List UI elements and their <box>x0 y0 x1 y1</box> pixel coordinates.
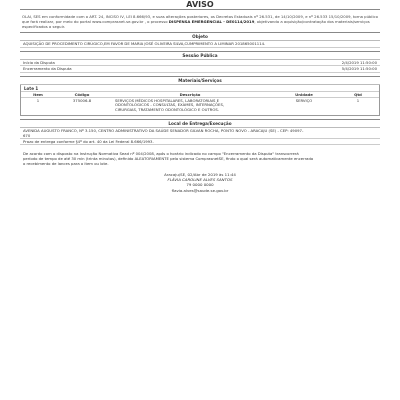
intro-paragraph <box>22 14 378 29</box>
entrega-heading: Local de Entrega/Execução <box>20 119 380 128</box>
signature-email: flavia.alves@saude.se.gov.br <box>171 187 229 193</box>
cell-item: 1 <box>36 97 40 103</box>
cell-descricao <box>115 99 265 113</box>
table-row <box>21 98 379 115</box>
sessao-value: 5/4/2019 11:50:00 <box>341 66 377 72</box>
document-page <box>20 0 380 193</box>
cell-codigo: 375006-8 <box>72 97 92 103</box>
materiais-box <box>20 85 380 116</box>
lote-label: Lote 1 <box>24 85 39 91</box>
objeto-heading: Objeto <box>20 32 380 41</box>
column-header: Unidade <box>295 91 313 97</box>
sessao-heading: Sessão Pública <box>20 51 380 60</box>
cell-unidade: SERVIÇO <box>295 97 313 103</box>
descricao-line: ODONTOLÓGICOS - CONSULTAS, EXAMES, INTERNAÇÕES, <box>115 102 225 108</box>
signature-phone: 79 0000 0000 <box>186 182 214 188</box>
entrega-address <box>20 128 380 139</box>
notice-line-2: período de tempo de até 30 min (trinta minutos), definido ALEATORIAMENTE pelo sistema ComprasnetSE, findo o qual será automaticamente encerrado <box>23 155 314 161</box>
intro-line-2: e nº 26.533 15/10/2009, torna público que fará realizar, por meio do portal www.comprasnet.se.gov.br , o processo <box>22 14 378 25</box>
descricao-line: CIRURGIAS, TRATAMENTO ODONTOLÓGICO E OUTROS. <box>115 107 219 113</box>
sessao-value: 2/4/2019 11:50:00 <box>341 59 377 65</box>
column-header: Código <box>74 91 90 97</box>
materiais-table-header <box>21 91 379 98</box>
entrega-line-1: AVENIDA AUGUSTO FRANCO, Nº 3.150, CENTRO ADMINISTRATIVO DA SAÚDE SENADOR GILVAN ROCHA, PONTO NOVO - ARACAJU (SE) - CEP: 49097- <box>23 127 304 133</box>
sessao-label: Início da Disputa <box>23 59 55 65</box>
column-header: Item <box>33 91 43 97</box>
intro-line-3: , objetivando a aquisição/contratação dos materiais/serviços especificados a seguir. <box>22 19 370 30</box>
intro-process-number: DE0114/2019 <box>226 19 255 25</box>
cell-qtd: 1 <box>356 97 360 103</box>
sessao-label: Encerramento da Disputa <box>23 66 72 72</box>
column-header: Qtd <box>354 91 362 97</box>
signature-block <box>20 172 380 193</box>
materiais-heading: Materiais/Serviços <box>20 76 380 85</box>
title-divider <box>20 9 380 10</box>
intro-line-1: OLAI, SES em conformidade com o ART. 24, INCISO IV, LEI 8.666/93, e suas alterações posteriores, os Decretos Estaduais nº 26.531, de 14/10/2009, <box>22 14 304 19</box>
notice-paragraph <box>23 151 377 166</box>
objeto-row <box>20 41 380 47</box>
document-title: AVISO <box>186 0 214 9</box>
signature-place-date: Aracaju/SE, 02/Abr de 2019 às 11:44 <box>164 171 236 177</box>
intro-highlight: DISPENSA EMERGENCIAL - <box>168 19 225 25</box>
descricao-line: SERVIÇOS MÉDICOS HOSPITALARES, LABORATORIAIS E <box>115 97 220 103</box>
notice-line-1: De acordo com o disposto na Instrução Normativa Sead nº 004/2008, após o horário indicado no campo "Encerramento da Disputa" transcorrerá <box>23 150 299 156</box>
objeto-text: AQUISIÇÃO DE PROCEDIMENTO CIRÚGICO,EM FAVOR DE MARIA JOSÉ OLIVEIRA SILVA,CUMPRIMENTO A LIMINAR 201865001114. <box>23 41 266 47</box>
entrega-line-2: 670 <box>23 132 31 138</box>
column-header: Descrição <box>179 91 201 97</box>
sessao-row-encerramento <box>20 66 380 72</box>
signature-name: FLÁVIA CAROLINE ALVES SANTOS <box>167 177 233 183</box>
entrega-prazo: Prazo de entrega conforme §4º do art. 40 da Lei Federal 8.666/1993. <box>20 139 380 145</box>
notice-line-3: o recebimento de lances para o item ou lote. <box>23 160 109 166</box>
